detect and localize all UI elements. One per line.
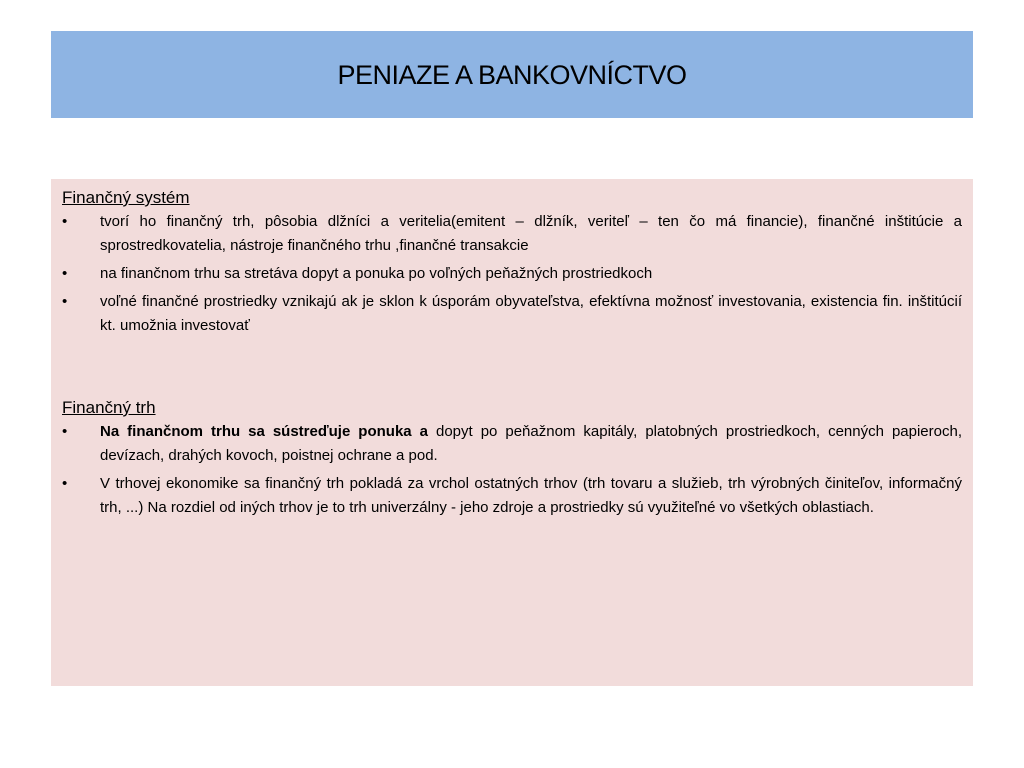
bullet-icon: • [62,265,68,282]
title-bar [51,31,973,118]
bullet-text: tvorí ho finančný trh, pôsobia dlžníci a veritelia(emitent – dlžník, veriteľ – ten čo má financie), finančné inštitúcie a sprostredkovatelia, nástroje finančného trhu ,finančné transakcie [100,213,962,254]
bullet-text: na finančnom trhu sa stretáva dopyt a ponuka po voľných peňažných prostriedkoch [100,265,653,282]
section-heading: Finančný systém [62,188,190,207]
bullet-text: V trhovej ekonomike sa finančný trh pokladá za vrchol ostatných trhov (trh tovaru a služieb, trh výrobných činiteľov, informačný trh, ...) Na rozdiel od iných trhov je to trh univerzálny - jeho zdroje a prostriedky sú využiteľné vo všetkých oblastiach. [100,475,962,516]
slide-title: PENIAZE A BANKOVNÍCTVO [337,60,687,90]
section-financny-trh [62,395,962,520]
section-financny-system [62,185,962,338]
bullet-list [62,210,962,338]
bullet-bold-lead: Na finančnom trhu sa sústreďuje ponuka a [100,423,428,440]
bullet-icon: • [62,213,68,230]
bullet-text: voľné finančné prostriedky vznikajú ak je sklon k úsporám obyvateľstva, efektívna možnosť investovania, existencia fin. inštitúcií kt. umožnia investovať [100,293,962,334]
bullet-list [62,420,962,520]
bullet-icon: • [62,293,68,310]
bullet-icon: • [62,475,68,492]
bullet-item [62,262,962,286]
content-box [51,179,973,686]
bullet-item [62,472,962,520]
bullet-icon: • [62,423,68,440]
bullet-item [62,420,962,468]
bullet-item [62,210,962,258]
section-heading: Finančný trh [62,398,156,417]
bullet-text: dopyt po peňažnom kapitály, platobných prostriedkoch, cenných papieroch, devízach, drahých kovoch, poistnej ochrane a pod. [100,423,962,464]
bullet-item [62,290,962,338]
section-spacer [62,342,962,395]
